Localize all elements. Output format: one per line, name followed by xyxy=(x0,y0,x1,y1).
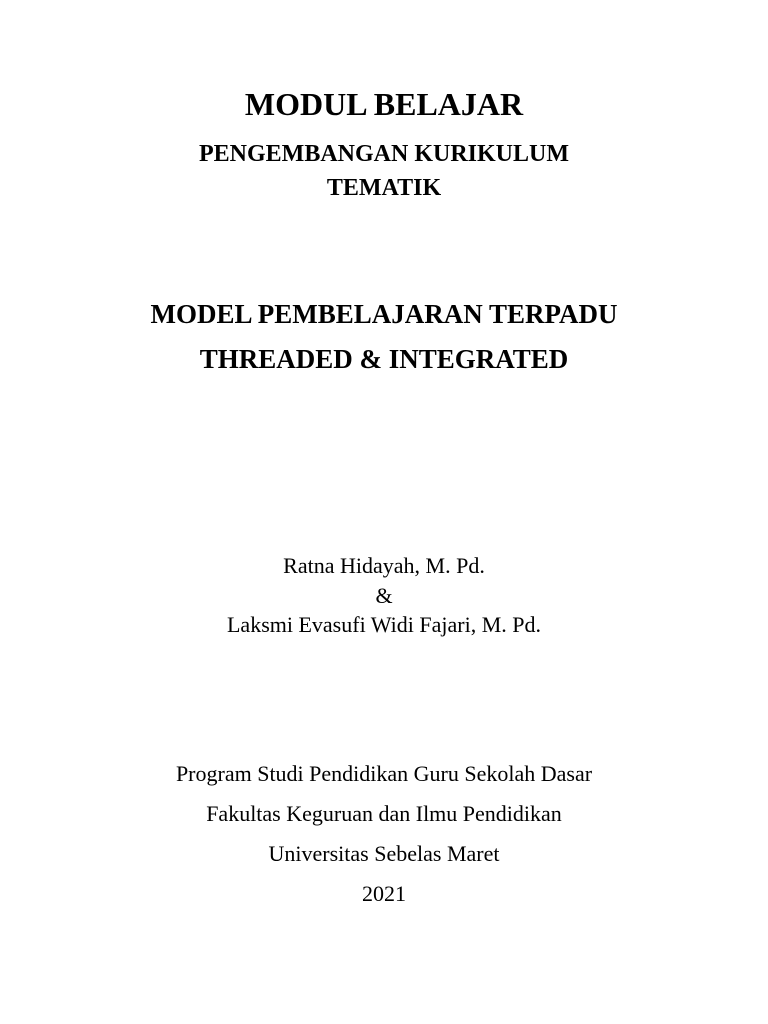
author-separator: & xyxy=(375,583,393,608)
document-title: MODUL BELAJAR xyxy=(244,86,524,122)
study-program: Program Studi Pendidikan Guru Sekolah Dasar xyxy=(175,761,593,786)
topic-line2: THREADED & INTEGRATED xyxy=(199,344,569,374)
topic-line1: MODEL PEMBELAJARAN TERPADU xyxy=(150,299,618,329)
course-name-line2: TEMATIK xyxy=(326,175,442,201)
university: Universitas Sebelas Maret xyxy=(268,841,500,866)
author-2: Laksmi Evasufi Widi Fajari, M. Pd. xyxy=(226,612,541,637)
course-name-line1: PENGEMBANGAN KURIKULUM xyxy=(199,141,569,167)
faculty: Fakultas Keguruan dan Ilmu Pendidikan xyxy=(206,801,562,826)
author-1: Ratna Hidayah, M. Pd. xyxy=(283,553,485,578)
publication-year: 2021 xyxy=(362,881,406,906)
